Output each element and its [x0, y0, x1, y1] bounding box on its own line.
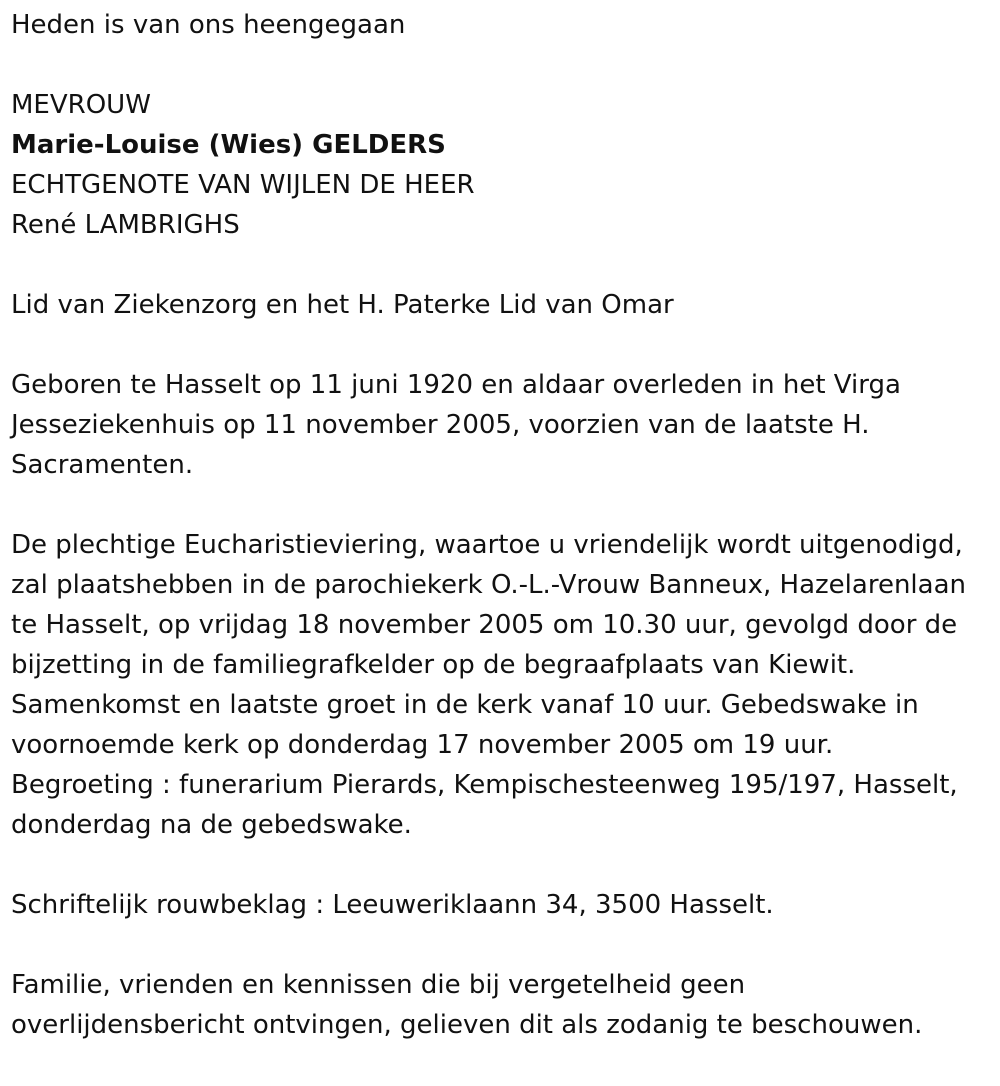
paragraph-line: Jesseziekenhuis op 11 november 2005, voorzien van de laatste H. [11, 410, 870, 440]
spacer [11, 845, 991, 885]
paragraph-line: Samenkomst en laatste groet in de kerk vanaf 10 uur. Gebedswake in [11, 690, 919, 720]
spacer [11, 45, 991, 85]
intro-text: Heden is van ons heengegaan [11, 10, 406, 40]
paragraph-line: bijzetting in de familiegrafkelder op de begraafplaats van Kiewit. [11, 650, 856, 680]
spouse-name: René LAMBRIGHS [11, 210, 240, 240]
ceremony-paragraph [11, 525, 991, 845]
spacer [11, 485, 991, 525]
closing-paragraph [11, 965, 991, 1045]
paragraph-line: overlijdensbericht ontvingen, gelieven dit als zodanig te beschouwen. [11, 1010, 923, 1040]
spouse-label: ECHTGENOTE VAN WIJLEN DE HEER [11, 170, 475, 200]
paragraph-line: Familie, vrienden en kennissen die bij vergetelheid geen [11, 970, 746, 1000]
paragraph-line: De plechtige Eucharistieviering, waartoe u vriendelijk wordt uitgenodigd, [11, 530, 963, 560]
paragraph-line: Begroeting : funerarium Pierards, Kempischesteenweg 195/197, Hasselt, [11, 770, 958, 800]
spacer [11, 925, 991, 965]
spacer [11, 245, 991, 285]
paragraph-line: donderdag na de gebedswake. [11, 810, 412, 840]
paragraph-line: voornoemde kerk op donderdag 17 november 2005 om 19 uur. [11, 730, 834, 760]
paragraph-line: te Hasselt, op vrijdag 18 november 2005 om 10.30 uur, gevolgd door de [11, 610, 958, 640]
paragraph-line: zal plaatshebben in de parochiekerk O.-L.-Vrouw Banneux, Hazelarenlaan [11, 570, 966, 600]
obituary-notice [11, 5, 991, 1045]
honorific: MEVROUW [11, 90, 151, 120]
birth-death-paragraph [11, 365, 991, 485]
deceased-name: Marie-Louise (Wies) GELDERS [11, 130, 446, 160]
condolences-address: Schriftelijk rouwbeklag : Leeuweriklaann 34, 3500 Hasselt. [11, 890, 774, 920]
membership-text: Lid van Ziekenzorg en het H. Paterke Lid van Omar [11, 290, 674, 320]
spacer [11, 325, 991, 365]
paragraph-line: Geboren te Hasselt op 11 juni 1920 en aldaar overleden in het Virga [11, 370, 901, 400]
paragraph-line: Sacramenten. [11, 450, 194, 480]
